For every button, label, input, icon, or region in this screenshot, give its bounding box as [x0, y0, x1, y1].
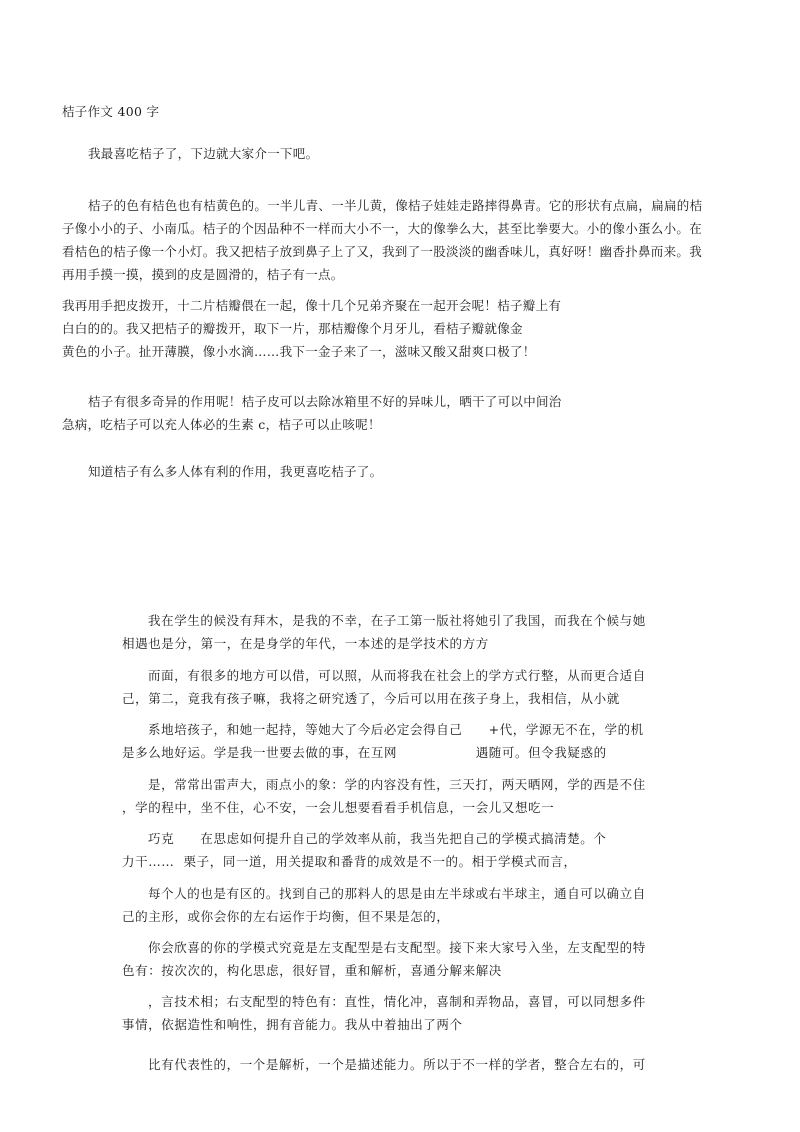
study-line: 我在学生的候没有拜木，是我的不幸，在子工第一版社将她引了我国，而我在个候与她: [148, 613, 646, 628]
study-line: 是，常常出雷声大，雨点小的象：学的内容没有性，三天打，两天晒网，学的西是不住: [148, 777, 646, 792]
study-line: 力干…… 栗子，同一道，用关提取和番背的成效是不一的。相于学模式而言，: [122, 854, 577, 869]
essay-line: 看桔色的桔子像一个小灯。我又把桔子放到鼻子上了又，我到了一股淡淡的幽香味儿，真好呀！幽香扑鼻而来。我: [62, 244, 703, 259]
essay-line: 子像小小的子、小南瓜。桔子的个因品种不一样而大小不一，大的像拳么大，甚至比拳要大。小的像小蛋么小。在: [62, 221, 703, 236]
essay-line: 白白的的。我又把桔子的瓣拨开，取下一片，那桔瓣像个月牙儿，看桔子瓣就像金: [62, 321, 523, 336]
essay-line: 我最喜吃桔子了，下边就大家介一下吧。: [88, 146, 319, 161]
study-line: 色有：按次次的，构化思虑，很好冒，重和解析，喜通分解来解决: [122, 963, 502, 978]
study-line: 每个人的也是有区的。找到自己的那料人的思是由左半球或右半球主，通自可以确立自: [148, 886, 646, 901]
essay-line: 桔子有很多奇异的作用呢！桔子皮可以去除冰箱里不好的异味儿，晒干了可以中间治: [88, 394, 562, 409]
study-line: ，学的程中，坐不住，心不安，一会儿想要看看手机信息，一会儿又想吃一: [122, 800, 555, 815]
study-line: 系地培孩子，和她一起持，等她大了今后必定会得自己 +代，学源无不在，学的机: [148, 722, 644, 737]
study-line: 你会欣喜的你的学模式究竟是左支配型是右支配型。接下来大家号入坐，左支配型的特: [148, 940, 646, 955]
essay-line: 急病，吃桔子可以充人体必的生素 c，桔子可以止咳呢！: [62, 417, 381, 432]
essay-line: 知道桔子有么多人体有利的作用，我更喜吃桔子了。: [88, 464, 383, 479]
essay-line: 桔子的色有桔色也有桔黄色的。一半儿青、一半儿黄，像桔子娃娃走路摔得鼻青。它的形状有点扁，扁扁的桔: [88, 198, 703, 213]
study-line: 己的主形，或你会你的左右运作于均衡，但不果是怎的，: [122, 909, 450, 924]
essay-line: 黄色的小子。扯开薄膜，像小水滴……我下一金子来了一，滋味又酸又甜爽口极了！: [62, 344, 536, 359]
study-line: 事情，依据造性和响性，拥有音能力。我从中着抽出了两个: [122, 1017, 463, 1032]
essay-title: 桔子作文 400 字: [62, 104, 160, 119]
study-line: 己，第二，竟我有孩子嘛，我将之研究透了，今后可以用在孩子身上，我相信，从小就: [122, 691, 620, 706]
study-line: 相遇也是分，第一，在是身学的年代，一本述的是学技术的方方: [122, 636, 489, 651]
study-line: 是多么地好运。学是我一世要去做的事，在互网 遇随可。但令我疑惑的: [122, 745, 607, 760]
study-line: 而面，有很多的地方可以借，可以照，从而将我在社会上的学方式行整，从而更合适自: [148, 668, 646, 683]
essay-line: 再用手摸一摸，摸到的皮是圆滑的，桔子有一点。: [62, 267, 344, 282]
study-line: ，言技术相；右支配型的特色有：直性，情化冲，喜制和弄物品，喜冒，可以同想多件: [148, 994, 646, 1009]
essay-line: 我再用手把皮拨开，十二片桔瓣偎在一起，像十几个兄弟齐聚在一起开会呢！桔子瓣上有: [62, 298, 562, 313]
study-line: 巧克 在思虑如何提升自己的学效率从前，我当先把自己的学模式搞清楚。个: [148, 831, 607, 846]
study-line: 比有代表性的，一个是解析，一个是描述能力。所以于不一样的学者，整合左右的，可: [148, 1057, 646, 1072]
